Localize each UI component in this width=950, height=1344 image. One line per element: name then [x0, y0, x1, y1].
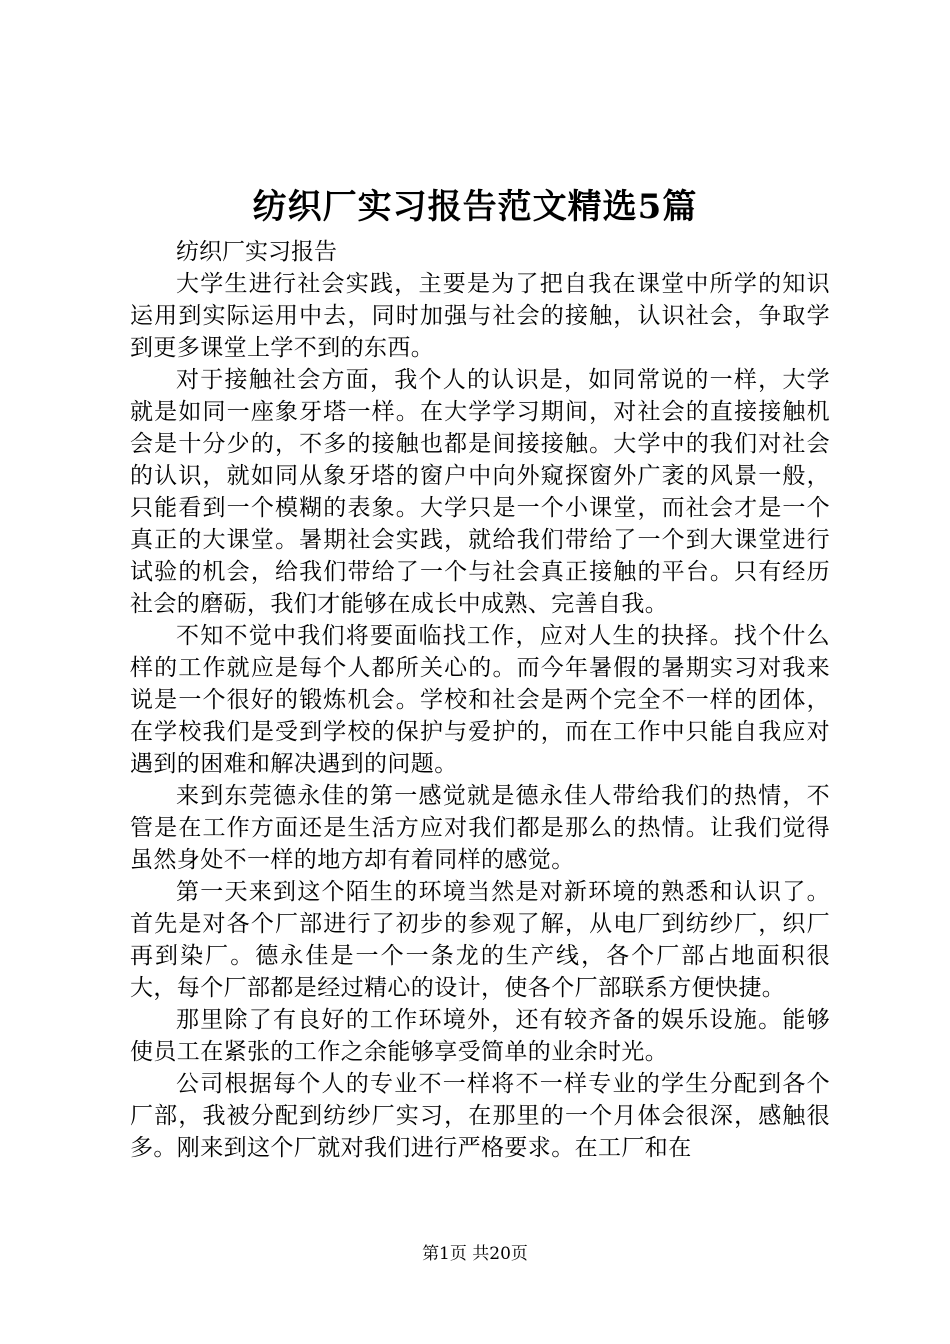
paragraph: 第一天来到这个陌生的环境当然是对新环境的熟悉和认识了。首先是对各个厂部进行了初步的参观了解，从电厂到纺纱厂，织厂再到染厂。德永佳是一个一条龙的生产线，各个厂部占地面积很大，每个厂部都是经过精心的设计，使各个厂部联系方便快捷。 [130, 879, 830, 1001]
paragraph: 不知不觉中我们将要面临找工作，应对人生的抉择。找个什么样的工作就应是每个人都所关心的。而今年暑假的暑期实习对我来说是一个很好的锻炼机会。学校和社会是两个完全不一样的团体，在学校我们是受到学校的保护与爱护的，而在工作中只能自我应对遇到的困难和解决遇到的问题。 [130, 623, 830, 777]
document-subtitle: 纺织厂实习报告 [176, 239, 337, 265]
paragraph: 来到东莞德永佳的第一感觉就是德永佳人带给我们的热情，不管是在工作方面还是生活方应对我们都是那么的热情。让我们觉得虽然身处不一样的地方却有着同样的感觉。 [130, 783, 830, 873]
paragraph: 大学生进行社会实践，主要是为了把自我在课堂中所学的知识运用到实际运用中去，同时加强与社会的接触，认识社会，争取学到更多课堂上学不到的东西。 [130, 271, 830, 361]
page-total: 共20页 [472, 1244, 528, 1264]
paragraph: 那里除了有良好的工作环境外，还有较齐备的娱乐设施。能够使员工在紧张的工作之余能够享受简单的业余时光。 [130, 1007, 830, 1065]
paragraph: 对于接触社会方面，我个人的认识是，如同常说的一样，大学就是如同一座象牙塔一样。在大学学习期间，对社会的直接接触机会是十分少的，不多的接触也都是间接接触。大学中的我们对社会的认识，就如同从象牙塔的窗户中向外窥探窗外广袤的风景一般，只能看到一个模糊的表象。大学只是一个小课堂，而社会才是一个真正的大课堂。暑期社会实践，就给我们带给了一个到大课堂进行试验的机会，给我们带给了一个与社会真正接触的平台。只有经历社会的磨砺，我们才能够在成长中成熟、完善自我。 [130, 367, 830, 617]
document-title: 纺织厂实习报告范文精选5篇 [252, 187, 698, 227]
document-body [130, 236, 830, 1164]
paragraph: 公司根据每个人的专业不一样将不一样专业的学生分配到各个厂部，我被分配到纺纱厂实习，在那里的一个月体会很深，感触很多。刚来到这个厂就对我们进行严格要求。在工厂和在 [130, 1071, 830, 1161]
page-footer [0, 1242, 950, 1266]
page-number: 第1页 [422, 1244, 467, 1264]
